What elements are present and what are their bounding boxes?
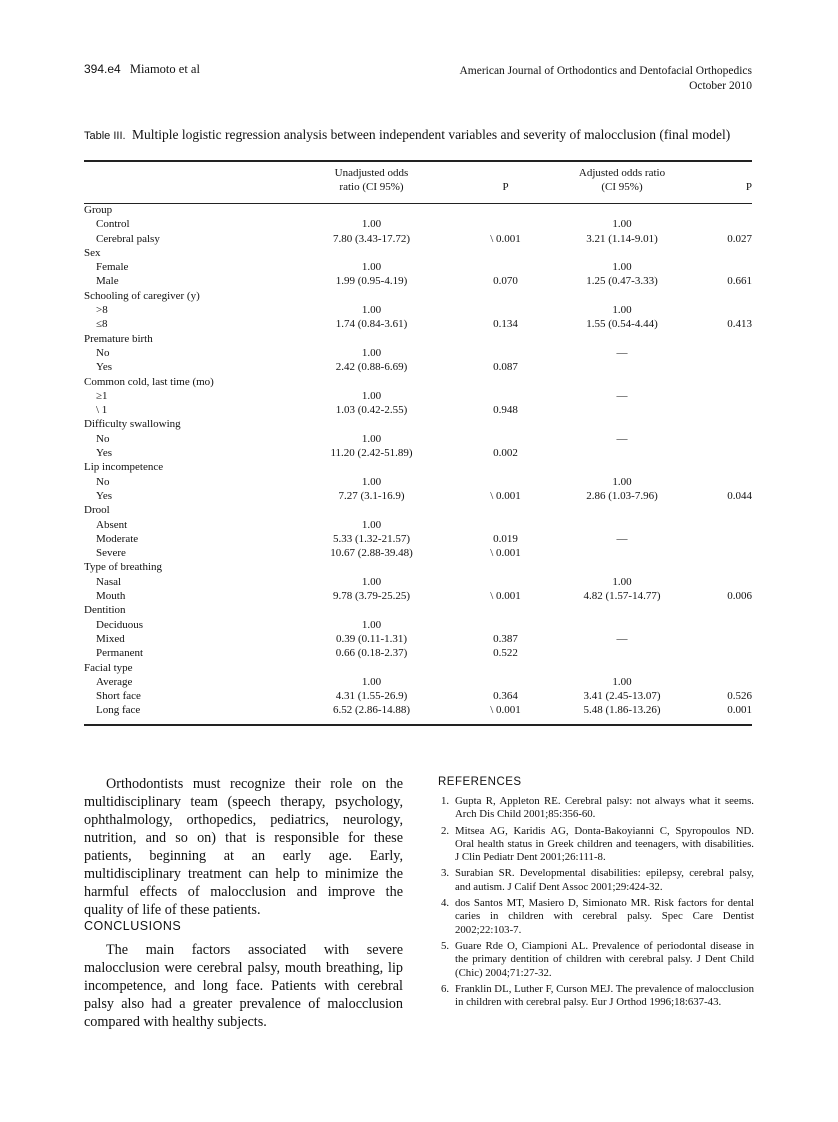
row-label: Absent xyxy=(96,518,128,531)
row-label: Severe xyxy=(96,547,126,560)
row-label: Yes xyxy=(96,489,113,502)
p-adjusted-cell xyxy=(692,217,752,231)
row-label: Mouth xyxy=(96,590,126,603)
p-unadjusted-cell xyxy=(459,618,552,632)
unadjusted-or-cell: 4.31 (1.55-26.9) xyxy=(335,690,408,703)
unadjusted-or-cell: 1.00 xyxy=(361,346,382,359)
adjusted-or-cell xyxy=(552,360,692,374)
reference-text: Guare Rde O, Ciampioni AL. Prevalence of periodontal disease in the primary dentition of children with cerebral palsy. J Dent Child (Chic) 2004;71:27-32. xyxy=(455,939,754,979)
adjusted-or-cell: 4.82 (1.57-14.77) xyxy=(583,590,661,603)
unadjusted-or-cell: 1.74 (0.84-3.61) xyxy=(335,318,408,331)
p-unadjusted-cell: 0.019 xyxy=(493,532,518,545)
adjusted-or-cell xyxy=(552,417,692,431)
unadjusted-or-cell xyxy=(284,246,459,260)
row-label: Deciduous xyxy=(96,618,144,631)
group-label: Difficulty swallowing xyxy=(84,418,181,431)
p-adjusted-cell xyxy=(692,289,752,303)
running-header-right xyxy=(459,64,752,94)
unadjusted-or-cell: 6.52 (2.86-14.88) xyxy=(333,704,410,717)
p-adjusted-cell xyxy=(692,432,752,446)
group-label: Dentition xyxy=(84,604,126,617)
p-unadjusted-cell xyxy=(459,503,552,517)
reference-number: 6. xyxy=(441,982,450,995)
adjusted-or-cell: — xyxy=(616,432,628,445)
header-unadjusted-or: Unadjusted odds xyxy=(334,167,409,179)
header-adjusted-ci: (CI 95%) xyxy=(601,181,643,193)
adjusted-or-cell: 2.86 (1.03-7.96) xyxy=(586,489,658,502)
unadjusted-or-cell: 1.00 xyxy=(361,304,382,317)
table-row xyxy=(84,274,752,288)
table-group-row xyxy=(84,417,752,431)
table-header-row-1 xyxy=(84,166,752,180)
adjusted-or-cell xyxy=(552,289,692,303)
p-adjusted-cell: 0.027 xyxy=(727,232,752,245)
table-bottom-rule xyxy=(84,724,752,726)
reference-item xyxy=(438,897,754,937)
unadjusted-or-cell: 1.00 xyxy=(361,218,382,231)
reference-item xyxy=(438,940,754,980)
table-row xyxy=(84,389,752,403)
reference-text: Surabian SR. Developmental disabilities: epilepsy, cerebral palsy, and autism. J Calif Dent Assoc 2001;29:424-32. xyxy=(455,867,754,893)
reference-number: 2. xyxy=(441,824,450,837)
p-adjusted-cell xyxy=(692,446,752,460)
p-adjusted-cell xyxy=(692,575,752,589)
header-blank xyxy=(459,166,552,180)
header-blank xyxy=(84,180,284,194)
adjusted-or-cell xyxy=(552,560,692,574)
row-label: Permanent xyxy=(96,647,144,660)
unadjusted-or-cell: 1.99 (0.95-4.19) xyxy=(335,275,408,288)
p-unadjusted-cell xyxy=(459,675,552,689)
table-body xyxy=(84,203,752,718)
table-caption-text: Multiple logistic regression analysis between independent variables and severity of malocclusion (final model) xyxy=(131,127,731,142)
table-row xyxy=(84,589,752,603)
p-adjusted-cell xyxy=(692,260,752,274)
unadjusted-or-cell: 11.20 (2.42-51.89) xyxy=(330,447,413,460)
conclusions-block xyxy=(84,941,403,1031)
unadjusted-or-cell: 1.00 xyxy=(361,618,382,631)
table-top-rule xyxy=(84,160,752,162)
p-unadjusted-cell xyxy=(459,432,552,446)
p-unadjusted-cell xyxy=(459,260,552,274)
row-label: Control xyxy=(96,218,130,231)
unadjusted-or-cell xyxy=(284,289,459,303)
unadjusted-or-cell: 0.39 (0.11-1.31) xyxy=(335,632,408,645)
table-row xyxy=(84,346,752,360)
p-unadjusted-cell xyxy=(459,560,552,574)
p-unadjusted-cell: \ 0.001 xyxy=(490,547,521,560)
p-unadjusted-cell: \ 0.001 xyxy=(490,704,521,717)
header-unadjusted-ci: ratio (CI 95%) xyxy=(339,181,404,193)
adjusted-or-cell: 5.48 (1.86-13.26) xyxy=(583,704,661,717)
p-unadjusted-cell: 0.387 xyxy=(493,632,518,645)
row-label: Male xyxy=(96,275,119,288)
table-row xyxy=(84,317,752,331)
row-label: ≥1 xyxy=(96,389,108,402)
group-label: Sex xyxy=(84,246,101,259)
adjusted-or-cell xyxy=(552,246,692,260)
adjusted-or-cell: — xyxy=(616,632,628,645)
p-unadjusted-cell xyxy=(459,603,552,617)
p-adjusted-cell xyxy=(692,632,752,646)
p-adjusted-cell xyxy=(692,360,752,374)
p-adjusted-cell: 0.044 xyxy=(727,489,752,502)
adjusted-or-cell: 1.00 xyxy=(612,261,632,274)
p-unadjusted-cell: 0.070 xyxy=(493,275,518,288)
reference-item xyxy=(438,983,754,1010)
reference-text: Mitsea AG, Karidis AG, Donta-Bakoyianni C, Spyropoulos ND. Oral health status in Greek children and teenagers, with disabilities. J Clin Pediatr Dent 2001;26:111-8. xyxy=(455,824,754,864)
unadjusted-or-cell xyxy=(284,503,459,517)
unadjusted-or-cell xyxy=(284,332,459,346)
reference-number: 5. xyxy=(441,939,450,952)
p-unadjusted-cell xyxy=(459,389,552,403)
p-adjusted-cell xyxy=(692,475,752,489)
p-adjusted-cell xyxy=(692,460,752,474)
p-unadjusted-cell xyxy=(459,518,552,532)
unadjusted-or-cell: 1.00 xyxy=(361,432,382,445)
unadjusted-or-cell xyxy=(284,203,459,217)
p-unadjusted-cell: 0.948 xyxy=(493,404,518,417)
unadjusted-or-cell: 1.00 xyxy=(361,675,382,688)
p-adjusted-cell xyxy=(692,203,752,217)
group-label: Premature birth xyxy=(84,332,153,345)
table-group-row xyxy=(84,289,752,303)
adjusted-or-cell xyxy=(552,332,692,346)
table-row xyxy=(84,446,752,460)
p-unadjusted-cell: 0.364 xyxy=(493,690,518,703)
table-group-row xyxy=(84,603,752,617)
adjusted-or-cell: — xyxy=(616,532,628,545)
p-unadjusted-cell: 0.087 xyxy=(493,361,518,374)
p-adjusted-cell xyxy=(692,532,752,546)
table-caption xyxy=(84,127,754,144)
adjusted-or-cell: 1.00 xyxy=(612,575,632,588)
p-unadjusted-cell xyxy=(459,417,552,431)
table-group-row xyxy=(84,460,752,474)
table-header-row-2 xyxy=(84,180,752,194)
header-blank xyxy=(692,166,752,180)
header-p-unadjusted: P xyxy=(502,181,509,193)
row-label: No xyxy=(96,475,110,488)
journal-name: American Journal of Orthodontics and Dentofacial Orthopedics xyxy=(459,65,752,77)
p-adjusted-cell: 0.001 xyxy=(727,704,752,717)
p-unadjusted-cell xyxy=(459,375,552,389)
adjusted-or-cell xyxy=(552,646,692,660)
adjusted-or-cell: — xyxy=(616,389,628,402)
p-unadjusted-cell xyxy=(459,203,552,217)
table-group-row xyxy=(84,375,752,389)
row-label: No xyxy=(96,432,110,445)
row-label: Female xyxy=(96,261,129,274)
header-blank xyxy=(84,166,284,180)
row-label: >8 xyxy=(96,304,108,317)
table-row xyxy=(84,303,752,317)
unadjusted-or-cell: 1.00 xyxy=(361,475,382,488)
unadjusted-or-cell: 10.67 (2.88-39.48) xyxy=(330,547,413,560)
unadjusted-or-cell: 1.03 (0.42-2.55) xyxy=(335,404,408,417)
unadjusted-or-cell: 0.66 (0.18-2.37) xyxy=(335,647,408,660)
table-label: Table III. xyxy=(84,130,126,142)
header-p-adjusted: P xyxy=(745,181,752,193)
table-row xyxy=(84,432,752,446)
reference-text: Franklin DL, Luther F, Curson MEJ. The prevalence of malocclusion in children with cerebral palsy. Eur J Orthod 1996;18:637-43. xyxy=(455,982,754,1009)
group-label: Drool xyxy=(84,504,110,517)
conclusions-heading: CONCLUSIONS xyxy=(84,919,182,933)
adjusted-or-cell xyxy=(552,503,692,517)
p-adjusted-cell xyxy=(692,389,752,403)
p-unadjusted-cell: \ 0.001 xyxy=(490,489,521,502)
adjusted-or-cell: 3.41 (2.45-13.07) xyxy=(583,690,661,703)
author-line: Miamoto et al xyxy=(129,62,200,76)
p-adjusted-cell xyxy=(692,675,752,689)
row-label: ≤8 xyxy=(96,318,108,331)
p-unadjusted-cell xyxy=(459,346,552,360)
discussion-paragraph-block xyxy=(84,775,403,919)
p-adjusted-cell xyxy=(692,403,752,417)
p-adjusted-cell xyxy=(692,332,752,346)
group-label: Type of breathing xyxy=(84,561,163,574)
p-adjusted-cell xyxy=(692,303,752,317)
adjusted-or-cell: 1.00 xyxy=(612,475,632,488)
table-row xyxy=(84,489,752,503)
table-row xyxy=(84,646,752,660)
row-label: Nasal xyxy=(96,575,122,588)
references-list xyxy=(438,795,754,1012)
row-label: Average xyxy=(96,675,133,688)
p-adjusted-cell xyxy=(692,603,752,617)
p-unadjusted-cell xyxy=(459,661,552,675)
row-label: No xyxy=(96,346,110,359)
table-row xyxy=(84,217,752,231)
adjusted-or-cell xyxy=(552,446,692,460)
p-unadjusted-cell xyxy=(459,303,552,317)
row-label: Moderate xyxy=(96,532,139,545)
p-adjusted-cell: 0.413 xyxy=(727,318,752,331)
p-unadjusted-cell xyxy=(459,217,552,231)
conclusions-paragraph: The main factors associated with severe malocclusion were cerebral palsy, mouth breathing, lip incompetence, and long face. Patients with cerebral palsy also had a greater prevalence of malocclusion compared with healthy subjects. xyxy=(84,942,403,1030)
p-unadjusted-cell xyxy=(459,289,552,303)
reference-text: Gupta R, Appleton RE. Cerebral palsy: not always what it seems. Arch Dis Child 2001;85:356-60. xyxy=(455,795,754,821)
p-adjusted-cell: 0.526 xyxy=(727,690,752,703)
group-label: Group xyxy=(84,204,113,216)
table-group-row xyxy=(84,246,752,260)
row-label: Mixed xyxy=(96,632,125,645)
table-group-row xyxy=(84,203,752,217)
discussion-paragraph: Orthodontists must recognize their role on the multidisciplinary team (speech therapy, psychology, ophthalmology, orthopedics, pediatrics, neurology, nutrition, and so on) that is responsible for these patients, beginning at an early age. Early, multidisciplinary treatment can help to minimize the harmful effects of malocclusion and improve the quality of life of these patients. xyxy=(84,776,403,918)
p-unadjusted-cell: 0.134 xyxy=(493,318,518,331)
table-group-row xyxy=(84,560,752,574)
table-row xyxy=(84,618,752,632)
regression-table xyxy=(84,166,752,718)
adjusted-or-cell: 1.00 xyxy=(612,675,632,688)
reference-item xyxy=(438,867,754,894)
p-unadjusted-cell: 0.002 xyxy=(493,447,518,460)
adjusted-or-cell xyxy=(552,375,692,389)
adjusted-or-cell: — xyxy=(616,346,628,359)
unadjusted-or-cell: 1.00 xyxy=(361,518,382,531)
adjusted-or-cell xyxy=(552,518,692,532)
group-label: Common cold, last time (mo) xyxy=(84,375,214,388)
table-row xyxy=(84,475,752,489)
adjusted-or-cell: 1.55 (0.54-4.44) xyxy=(586,318,658,331)
adjusted-or-cell: 1.00 xyxy=(612,218,632,231)
reference-item xyxy=(438,825,754,865)
issue-date: October 2010 xyxy=(689,80,752,92)
table-row xyxy=(84,632,752,646)
reference-number: 1. xyxy=(441,795,450,807)
row-label: Yes xyxy=(96,447,113,460)
adjusted-or-cell xyxy=(552,618,692,632)
header-adjusted-or: Adjusted odds ratio xyxy=(578,167,666,179)
p-adjusted-cell xyxy=(692,346,752,360)
p-unadjusted-cell xyxy=(459,246,552,260)
reference-item xyxy=(438,795,754,822)
group-label: Facial type xyxy=(84,661,133,674)
p-unadjusted-cell: \ 0.001 xyxy=(490,590,521,603)
table-row xyxy=(84,546,752,560)
adjusted-or-cell xyxy=(552,661,692,675)
p-unadjusted-cell xyxy=(459,460,552,474)
table-row xyxy=(84,403,752,417)
table-row xyxy=(84,703,752,717)
references-heading: REFERENCES xyxy=(438,776,522,788)
unadjusted-or-cell xyxy=(284,661,459,675)
table-row xyxy=(84,575,752,589)
unadjusted-or-cell: 1.00 xyxy=(361,261,382,274)
table-row xyxy=(84,360,752,374)
table-group-row xyxy=(84,661,752,675)
p-adjusted-cell xyxy=(692,560,752,574)
table-group-row xyxy=(84,503,752,517)
unadjusted-or-cell: 7.27 (3.1-16.9) xyxy=(338,489,405,502)
p-adjusted-cell: 0.006 xyxy=(727,590,752,603)
p-adjusted-cell xyxy=(692,646,752,660)
table-row xyxy=(84,232,752,246)
unadjusted-or-cell: 2.42 (0.88-6.69) xyxy=(335,361,408,374)
row-label: Long face xyxy=(96,704,141,717)
p-adjusted-cell xyxy=(692,546,752,560)
table-group-row xyxy=(84,332,752,346)
p-unadjusted-cell xyxy=(459,575,552,589)
p-adjusted-cell xyxy=(692,661,752,675)
table-row xyxy=(84,260,752,274)
p-adjusted-cell xyxy=(692,618,752,632)
adjusted-or-cell: 3.21 (1.14-9.01) xyxy=(586,232,658,245)
p-adjusted-cell xyxy=(692,375,752,389)
p-adjusted-cell xyxy=(692,417,752,431)
adjusted-or-cell xyxy=(552,603,692,617)
table-row xyxy=(84,518,752,532)
table-row xyxy=(84,532,752,546)
table-row xyxy=(84,689,752,703)
unadjusted-or-cell xyxy=(284,460,459,474)
row-label: Yes xyxy=(96,361,113,374)
adjusted-or-cell xyxy=(552,403,692,417)
group-label: Schooling of caregiver (y) xyxy=(84,289,200,302)
unadjusted-or-cell xyxy=(284,560,459,574)
p-unadjusted-cell xyxy=(459,475,552,489)
p-adjusted-cell xyxy=(692,503,752,517)
row-label: \ 1 xyxy=(96,404,108,417)
reference-text: dos Santos MT, Masiero D, Simionato MR. Risk factors for dental caries in children with cerebral palsy. Spec Care Dentist 2002;22:103-7. xyxy=(455,897,754,936)
adjusted-or-cell xyxy=(552,203,692,217)
p-unadjusted-cell xyxy=(459,332,552,346)
table-row xyxy=(84,675,752,689)
adjusted-or-cell: 1.25 (0.47-3.33) xyxy=(586,275,658,288)
p-unadjusted-cell: \ 0.001 xyxy=(490,232,521,245)
unadjusted-or-cell: 1.00 xyxy=(361,575,382,588)
row-label: Cerebral palsy xyxy=(96,232,160,245)
p-unadjusted-cell: 0.522 xyxy=(493,647,518,660)
adjusted-or-cell: 1.00 xyxy=(612,304,632,317)
reference-number: 4. xyxy=(441,897,450,910)
running-header-left xyxy=(84,62,200,77)
unadjusted-or-cell: 5.33 (1.32-21.57) xyxy=(333,532,410,545)
p-adjusted-cell xyxy=(692,518,752,532)
unadjusted-or-cell: 1.00 xyxy=(361,389,382,402)
unadjusted-or-cell: 9.78 (3.79-25.25) xyxy=(333,590,410,603)
unadjusted-or-cell xyxy=(284,603,459,617)
p-adjusted-cell: 0.661 xyxy=(727,275,752,288)
adjusted-or-cell xyxy=(552,460,692,474)
adjusted-or-cell xyxy=(552,546,692,560)
row-label: Short face xyxy=(96,690,141,703)
reference-number: 3. xyxy=(441,867,450,880)
unadjusted-or-cell xyxy=(284,375,459,389)
p-adjusted-cell xyxy=(692,246,752,260)
unadjusted-or-cell: 7.80 (3.43-17.72) xyxy=(333,232,410,245)
unadjusted-or-cell xyxy=(284,417,459,431)
page-number: 394.e4 xyxy=(84,62,121,76)
group-label: Lip incompetence xyxy=(84,461,164,474)
